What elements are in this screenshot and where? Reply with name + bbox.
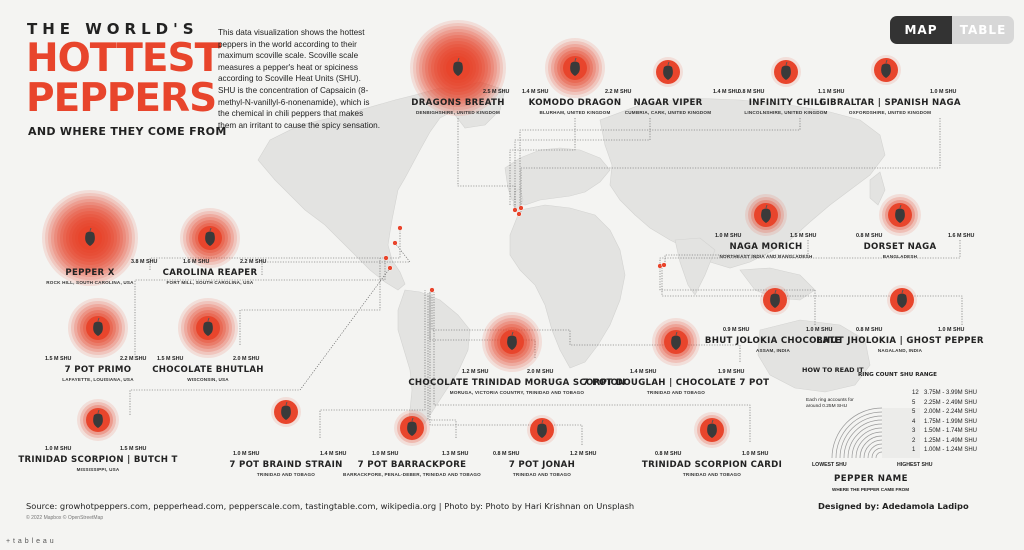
footer-designer: Designed by: Adedamola Ladipo bbox=[818, 501, 969, 511]
pepper-high-shu: 2.2 M SHU bbox=[120, 356, 147, 362]
pepper-low-shu: 1.4 M SHU bbox=[522, 89, 549, 95]
legend-where-from: WHERE THE PEPPER CAME FROM bbox=[832, 487, 910, 492]
pepper-name: GIBRALTAR | SPANISH NAGA bbox=[819, 98, 961, 108]
pepper-location: OXFORDSHIRE, UNITED KINGDOM bbox=[848, 110, 932, 115]
pepper-rings[interactable] bbox=[68, 298, 128, 358]
pepper-location: BANGLADESH bbox=[882, 254, 918, 259]
pepper-location: CUMBRIA, CARK, UNITED KINGDOM bbox=[624, 110, 712, 115]
legend-ring-count: 3 bbox=[912, 428, 916, 434]
pepper-high-shu: 1.5 M SHU bbox=[790, 233, 817, 239]
pepper-low-shu: 1.0 M SHU bbox=[715, 233, 742, 239]
pepper-location: NORTHEAST INDIA AND BANGLADESH bbox=[719, 254, 813, 259]
pepper-location: BLURHAM, UNITED KINGDOM bbox=[539, 110, 611, 115]
pepper-rings[interactable] bbox=[887, 285, 917, 315]
pepper-name: BHUT JHOLOKIA | GHOST PEPPER bbox=[816, 336, 984, 346]
pepper-high-shu: 1.0 M SHU bbox=[930, 89, 957, 95]
footer-source: Source: growhotpeppers.com, pepperhead.com, pepperscale.com, tastingtable.com, wikipedia.org | Photo by: Photo by Hari Krishnan on Unsplash bbox=[26, 501, 635, 511]
pepper-low-shu: 1.5 M SHU bbox=[157, 356, 184, 362]
description-text: This data visualization shows the hottest peppers in the world according to their maximum scoville scale. Scoville scale measures a pepper's heat or spiciness according to Scoville Heat Units (SHU). SHU is the concentration of Capsaicin (8-methyl-N-vanillyl-6-nonenamide), which is the chemical in chili peppers that makes them an irritant to cause the spicy sensation. bbox=[218, 28, 381, 130]
pepper-low-shu: 0.8 M SHU bbox=[738, 89, 765, 95]
pepper-rings[interactable] bbox=[871, 55, 901, 85]
legend-ring-count-header: RING COUNT bbox=[858, 372, 898, 378]
pepper-location: LINCOLNSHIRE, UNITED KINGDOM bbox=[744, 110, 828, 115]
pepper-location: NAGALAND, INDIA bbox=[877, 348, 923, 353]
legend-shu-range: 1.75M - 1.99M SHU bbox=[924, 418, 978, 425]
pepper-low-shu: 0.8 M SHU bbox=[856, 327, 883, 333]
pepper-rings[interactable] bbox=[394, 410, 430, 446]
pepper-name: KOMODO DRAGON bbox=[528, 98, 622, 108]
pepper-rings[interactable] bbox=[694, 412, 730, 448]
pepper-location: MISSISSIPPI, USA bbox=[76, 467, 120, 472]
pepper-location: TRINIDAD AND TOBAGO bbox=[512, 472, 572, 477]
legend-pepper-name: PEPPER NAME bbox=[834, 474, 909, 484]
pepper-name: CHOCOLATE BHUTLAH bbox=[152, 365, 264, 375]
legend-shu-range: 2.00M - 2.24M SHU bbox=[924, 409, 978, 415]
pepper-high-shu: 1.4 M SHU bbox=[713, 89, 740, 95]
legend-shu-range: 1.00M - 1.24M SHU bbox=[924, 447, 978, 453]
pepper-location: TRINIDAD AND TOBAGO bbox=[256, 472, 316, 477]
pepper-high-shu: 1.4 M SHU bbox=[320, 451, 347, 457]
pepper-high-shu: 1.2 M SHU bbox=[570, 451, 597, 457]
legend-ring-count: 12 bbox=[912, 390, 919, 396]
legend-lowest: LOWEST SHU bbox=[812, 462, 847, 468]
legend-shu-range: 1.50M - 1.74M SHU bbox=[924, 428, 978, 434]
pepper-location: ROCK HILL, SOUTH CAROLINA, USA bbox=[46, 280, 134, 285]
pepper-rings[interactable] bbox=[545, 38, 605, 98]
pepper-rings[interactable] bbox=[482, 312, 542, 372]
pepper-low-shu: 0.9 M SHU bbox=[723, 327, 750, 333]
pepper-rings[interactable] bbox=[771, 57, 801, 87]
pepper-high-shu: 2.2 M SHU bbox=[605, 89, 632, 95]
pepper-high-shu: 3.8 M SHU bbox=[131, 259, 158, 265]
map-view-toggle[interactable]: MAP bbox=[890, 16, 952, 44]
pepper-rings[interactable] bbox=[271, 397, 301, 427]
pepper-low-shu: 0.8 M SHU bbox=[856, 233, 883, 239]
pepper-low-shu: 1.5 M SHU bbox=[45, 356, 72, 362]
tableau-logo[interactable]: + t a b l e a u bbox=[6, 538, 55, 545]
pepper-name: TRINIDAD SCORPION | BUTCH T bbox=[18, 455, 178, 465]
legend-note: Each ring accounts for around 0.25M SHU bbox=[806, 398, 854, 409]
legend-shu-range: 3.75M - 3.99M SHU bbox=[924, 390, 978, 396]
legend-ring-count: 2 bbox=[912, 437, 916, 444]
title-peppers: PEPPERS bbox=[26, 76, 217, 121]
title-subtitle: AND WHERE THEY COME FROM bbox=[28, 125, 227, 138]
pepper-name: 7 POT DOUGLAH | CHOCOLATE 7 POT bbox=[582, 378, 770, 388]
pepper-name: DORSET NAGA bbox=[863, 242, 937, 252]
pepper-high-shu: 2.0 M SHU bbox=[527, 369, 554, 375]
pepper-high-shu: 1.0 M SHU bbox=[938, 327, 965, 333]
pepper-name: TRINIDAD SCORPION CARDI bbox=[641, 460, 783, 470]
pepper-location: DENBIGHSHIRE, UNITED KINGDOM bbox=[416, 110, 500, 115]
pepper-location: TRINIDAD AND TOBAGO bbox=[646, 390, 706, 395]
pepper-high-shu: 1.9 M SHU bbox=[718, 369, 745, 375]
pepper-rings[interactable] bbox=[745, 194, 787, 236]
pepper-location: LAFAYETTE, LOUISIANA, USA bbox=[62, 377, 134, 382]
legend-highest: HIGHEST SHU bbox=[897, 462, 933, 468]
pepper-location: TRINIDAD AND TOBAGO bbox=[682, 472, 742, 477]
pepper-location: BARRACKPORE, PENAL-DEBER, TRINIDAD AND TOBAGO bbox=[343, 472, 481, 477]
legend-ring-count: 5 bbox=[912, 409, 916, 415]
pepper-name: 7 POT JONAH bbox=[508, 460, 576, 470]
mapbox-attribution[interactable]: © 2022 Mapbox © OpenStreetMap bbox=[26, 515, 104, 521]
pepper-high-shu: 1.0 M SHU bbox=[806, 327, 833, 333]
pepper-name: 7 POT BRAIND STRAIN bbox=[229, 460, 343, 470]
pepper-name: 7 POT BARRACKPORE bbox=[357, 460, 467, 470]
pepper-low-shu: 1.0 M SHU bbox=[45, 446, 72, 452]
pepper-low-shu: 1.2 M SHU bbox=[462, 369, 489, 375]
legend-shu-range: 1.25M - 1.49M SHU bbox=[924, 437, 978, 444]
pepper-location: MORUGA, VICTORIA COUNTRY, TRINIDAD AND TOBAGO bbox=[449, 390, 585, 395]
legend-shu-range: 2.25M - 2.49M SHU bbox=[924, 399, 978, 406]
table-view-toggle[interactable]: TABLE bbox=[952, 16, 1014, 44]
pepper-name: CHOCOLATE TRINIDAD MORUGA SCORPION bbox=[408, 378, 626, 388]
pepper-location: ASSAM, INDIA bbox=[755, 348, 791, 353]
pepper-low-shu: 1.0 M SHU bbox=[372, 451, 399, 457]
pepper-high-shu: 2.0 M SHU bbox=[233, 356, 260, 362]
title-small: THE WORLD'S bbox=[27, 20, 199, 38]
pepper-name: BHUT JOLOKIA CHOCOLATE bbox=[704, 336, 842, 346]
legend-shu-range-header: SHU RANGE bbox=[900, 372, 937, 378]
pepper-rings[interactable] bbox=[77, 399, 119, 441]
legend-ring-count: 1 bbox=[912, 447, 916, 453]
pepper-location: WISCONSIN, USA bbox=[187, 377, 229, 382]
pepper-location: FORT MILL, SOUTH CAROLINA, USA bbox=[166, 280, 254, 285]
pepper-name: CAROLINA REAPER bbox=[162, 268, 258, 278]
pepper-name: NAGAR VIPER bbox=[633, 98, 703, 108]
pepper-rings[interactable] bbox=[879, 194, 921, 236]
title-hottest: HOTTEST bbox=[26, 36, 221, 81]
pepper-name: 7 POT PRIMO bbox=[64, 365, 132, 375]
pepper-high-shu: 2.2 M SHU bbox=[240, 259, 267, 265]
pepper-high-shu: 1.0 M SHU bbox=[742, 451, 769, 457]
pepper-high-shu: 1.5 M SHU bbox=[120, 446, 147, 452]
pepper-low-shu: 0.8 M SHU bbox=[493, 451, 520, 457]
pepper-name: PEPPER X bbox=[65, 268, 115, 278]
pepper-name: INFINITY CHILI bbox=[748, 98, 824, 108]
pepper-name: DRAGONS BREATH bbox=[411, 98, 505, 108]
pepper-low-shu: 1.0 M SHU bbox=[233, 451, 260, 457]
legend-ring-count: 4 bbox=[912, 418, 916, 425]
pepper-rings[interactable] bbox=[760, 285, 790, 315]
legend-how-to-read: HOW TO READ IT bbox=[802, 366, 864, 374]
pepper-rings[interactable] bbox=[652, 318, 700, 366]
legend-ring-count: 5 bbox=[912, 399, 916, 406]
pepper-rings[interactable] bbox=[653, 57, 683, 87]
pepper-high-shu: 2.5 M SHU bbox=[483, 89, 510, 95]
pepper-low-shu: 0.8 M SHU bbox=[655, 451, 682, 457]
pepper-rings[interactable] bbox=[178, 298, 238, 358]
pepper-high-shu: 1.3 M SHU bbox=[442, 451, 469, 457]
pepper-name: NAGA MORICH bbox=[729, 242, 803, 252]
pepper-low-shu: 1.4 M SHU bbox=[630, 369, 657, 375]
pepper-high-shu: 1.6 M SHU bbox=[948, 233, 975, 239]
pepper-rings[interactable] bbox=[527, 415, 557, 445]
pepper-high-shu: 1.1 M SHU bbox=[818, 89, 845, 95]
pepper-low-shu: 1.6 M SHU bbox=[183, 259, 210, 265]
